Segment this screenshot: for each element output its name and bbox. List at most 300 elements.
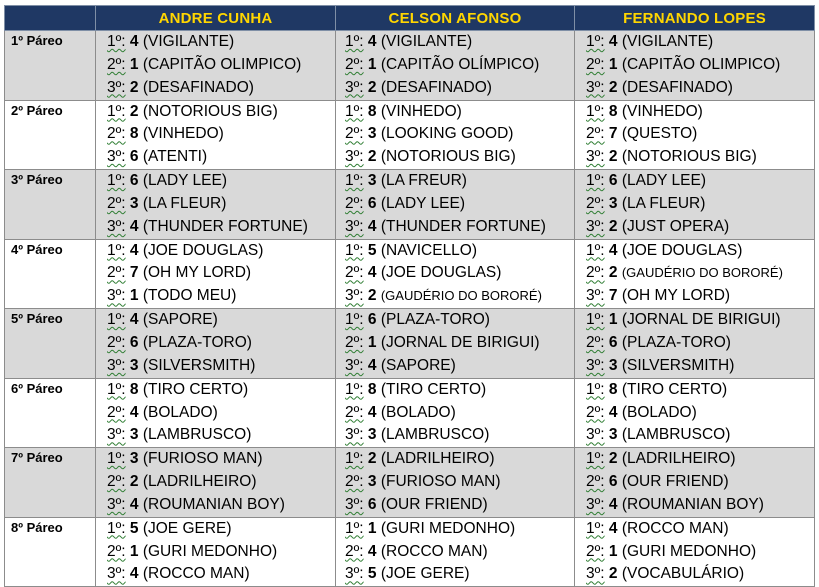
horse-name: (JOE DOUGLAS)	[621, 241, 743, 259]
header-celson-afonso: CELSON AFONSO	[336, 6, 575, 31]
pick-position: 1º:	[345, 33, 364, 50]
pick-line	[575, 471, 814, 494]
horse-name: (VIGILANTE)	[380, 33, 473, 50]
pick-position: 2º:	[586, 542, 605, 560]
horse-name: (CAPITÃO OLÍMPICO)	[380, 55, 540, 73]
pick-position: 3º:	[586, 426, 605, 444]
pick-position: 3º:	[345, 148, 364, 166]
pick-line	[336, 448, 574, 471]
pick-line	[336, 541, 574, 564]
pick-line	[575, 101, 814, 124]
pick-position: 3º:	[586, 565, 605, 583]
pick-number: 2	[129, 78, 139, 96]
pick-position: 1º:	[345, 241, 364, 259]
horse-name: (DESAFINADO)	[142, 78, 254, 96]
pick-position: 2º:	[586, 264, 605, 282]
pick-line	[336, 424, 574, 447]
pick-number: 4	[367, 33, 377, 50]
pick-position: 3º:	[345, 356, 364, 374]
pick-number: 4	[367, 403, 377, 421]
pick-line	[575, 262, 814, 285]
horse-name: (LA FLEUR)	[621, 194, 706, 212]
horse-name: (LA FREUR)	[380, 172, 467, 190]
pick-number: 2	[608, 148, 618, 166]
picks-cell	[575, 170, 815, 240]
picks-cell	[575, 31, 815, 101]
pick-number: 6	[367, 311, 377, 329]
horse-name: (SAPORE)	[142, 311, 218, 329]
horse-name: (LADRILHEIRO)	[142, 473, 257, 491]
pick-number: 4	[129, 33, 139, 50]
pick-number: 7	[608, 125, 618, 143]
pick-number: 1	[129, 287, 139, 305]
pick-position: 2º:	[345, 264, 364, 282]
pick-line	[336, 309, 574, 332]
pick-number: 3	[608, 426, 618, 444]
pick-number: 1	[367, 519, 377, 537]
pick-position: 1º:	[107, 102, 126, 120]
horse-name: (NOTORIOUS BIG)	[621, 148, 757, 166]
pick-line	[575, 193, 814, 216]
pick-line	[336, 285, 574, 308]
picks-cell	[96, 239, 336, 309]
pick-line	[575, 448, 814, 471]
race-row	[5, 378, 815, 448]
pick-position: 3º:	[586, 287, 605, 305]
race-row	[5, 448, 815, 518]
pick-line	[96, 77, 335, 100]
pick-line	[96, 332, 335, 355]
picks-cell	[575, 517, 815, 587]
picks-cell	[336, 517, 575, 587]
pick-line	[336, 494, 574, 517]
pick-position: 3º:	[107, 426, 126, 444]
horse-name: (PLAZA-TORO)	[380, 311, 490, 329]
picks-cell	[575, 448, 815, 518]
horse-name: (GAUDÉRIO DO BORORÉ)	[380, 288, 542, 304]
pick-number: 5	[367, 241, 377, 259]
horse-name: (GURI MEDONHO)	[621, 542, 757, 560]
pick-line	[336, 379, 574, 402]
pick-line	[575, 54, 814, 77]
pick-number: 5	[367, 565, 377, 583]
horse-name: (VINHEDO)	[142, 125, 224, 143]
pick-line	[575, 424, 814, 447]
pick-number: 8	[608, 102, 618, 120]
race-label: 2º Páreo	[5, 100, 96, 170]
horse-name: (BOLADO)	[380, 403, 456, 421]
picks-cell	[336, 378, 575, 448]
pick-line	[575, 31, 814, 54]
pick-number: 6	[608, 333, 618, 351]
pick-number: 3	[367, 172, 377, 190]
pick-position: 1º:	[586, 102, 605, 120]
horse-name: (GURI MEDONHO)	[380, 519, 516, 537]
pick-number: 4	[367, 217, 377, 235]
pick-number: 1	[367, 333, 377, 351]
horse-name: (JOE GERE)	[380, 565, 470, 583]
picks-cell	[96, 31, 336, 101]
pick-line	[336, 101, 574, 124]
pick-position: 3º:	[586, 356, 605, 374]
pick-number: 1	[608, 542, 618, 560]
race-label: 6º Páreo	[5, 378, 96, 448]
horse-name: (JORNAL DE BIRIGUI)	[621, 311, 781, 329]
race-row	[5, 309, 815, 379]
pick-number: 2	[608, 450, 618, 468]
horse-name: (GAUDÉRIO DO BORORÉ)	[621, 265, 783, 281]
pick-line	[575, 332, 814, 355]
picks-cell	[96, 517, 336, 587]
picks-cell	[336, 170, 575, 240]
pick-number: 4	[367, 264, 377, 282]
pick-position: 1º:	[107, 380, 126, 398]
pick-line	[336, 262, 574, 285]
pick-number: 6	[129, 172, 139, 190]
pick-line	[575, 77, 814, 100]
pick-line	[336, 146, 574, 169]
pick-position: 2º:	[586, 125, 605, 143]
pick-position: 2º:	[345, 55, 364, 73]
pick-number: 4	[129, 241, 139, 259]
race-label: 7º Páreo	[5, 448, 96, 518]
picks-cell	[96, 170, 336, 240]
horse-name: (LAMBRUSCO)	[621, 426, 731, 444]
horse-name: (VOCABULÁRIO)	[621, 565, 745, 583]
pick-position: 1º:	[345, 450, 364, 468]
pick-line	[575, 170, 814, 193]
pick-line	[96, 541, 335, 564]
horse-name: (LADRILHEIRO)	[621, 450, 736, 468]
race-row	[5, 31, 815, 101]
pick-number: 2	[608, 217, 618, 235]
picks-cell	[336, 309, 575, 379]
race-label: 3º Páreo	[5, 170, 96, 240]
horse-name: (OUR FRIEND)	[621, 473, 729, 491]
horse-name: (VINHEDO)	[621, 102, 703, 120]
pick-line	[336, 240, 574, 263]
horse-name: (DESAFINADO)	[621, 78, 733, 96]
horse-name: (JUST OPERA)	[621, 217, 730, 235]
pick-line	[96, 193, 335, 216]
pick-position: 1º:	[586, 33, 605, 50]
pick-number: 6	[129, 148, 139, 166]
horse-name: (LA FLEUR)	[142, 194, 227, 212]
horse-name: (ROCCO MAN)	[380, 542, 488, 560]
race-label: 5º Páreo	[5, 309, 96, 379]
pick-number: 4	[129, 217, 139, 235]
horse-name: (THUNDER FORTUNE)	[380, 217, 546, 235]
picks-cell	[336, 100, 575, 170]
pick-position: 3º:	[107, 217, 126, 235]
race-label: 8º Páreo	[5, 517, 96, 587]
pick-number: 6	[129, 333, 139, 351]
pick-number: 2	[608, 78, 618, 96]
horse-name: (NAVICELLO)	[380, 241, 478, 259]
pick-position: 2º:	[345, 194, 364, 212]
horse-name: (JOE DOUGLAS)	[380, 264, 502, 282]
pick-number: 2	[367, 450, 377, 468]
header-corner	[5, 6, 96, 31]
horse-name: (ROUMANIAN BOY)	[621, 495, 764, 513]
horse-name: (FURIOSO MAN)	[380, 473, 501, 491]
pick-position: 3º:	[586, 148, 605, 166]
pick-number: 4	[129, 311, 139, 329]
pick-position: 3º:	[586, 217, 605, 235]
pick-number: 3	[129, 450, 139, 468]
pick-line	[96, 170, 335, 193]
pick-line	[96, 262, 335, 285]
pick-position: 1º:	[107, 450, 126, 468]
pick-number: 3	[129, 426, 139, 444]
header-fernando-lopes: FERNANDO LOPES	[575, 6, 815, 31]
pick-line	[336, 402, 574, 425]
pick-line	[575, 309, 814, 332]
race-label: 4º Páreo	[5, 239, 96, 309]
pick-position: 3º:	[107, 356, 126, 374]
pick-position: 2º:	[107, 542, 126, 560]
pick-line	[96, 494, 335, 517]
horse-name: (BOLADO)	[142, 403, 218, 421]
horse-name: (ROUMANIAN BOY)	[142, 495, 285, 513]
pick-position: 1º:	[586, 519, 605, 537]
pick-line	[575, 285, 814, 308]
pick-line	[96, 146, 335, 169]
picks-cell	[575, 239, 815, 309]
pick-position: 3º:	[345, 426, 364, 444]
horse-name: (TIRO CERTO)	[380, 380, 487, 398]
horse-name: (CAPITÃO OLIMPICO)	[621, 55, 781, 73]
picks-cell	[96, 448, 336, 518]
pick-line	[96, 101, 335, 124]
pick-position: 3º:	[345, 217, 364, 235]
horse-name: (ATENTI)	[142, 148, 208, 166]
horse-name: (ROCCO MAN)	[142, 565, 250, 583]
pick-line	[96, 471, 335, 494]
pick-number: 4	[129, 565, 139, 583]
pick-line	[96, 54, 335, 77]
picks-cell	[96, 378, 336, 448]
pick-number: 8	[367, 380, 377, 398]
pick-line	[575, 216, 814, 239]
pick-number: 7	[608, 287, 618, 305]
pick-number: 7	[129, 264, 139, 282]
pick-position: 1º:	[107, 519, 126, 537]
pick-line	[336, 518, 574, 541]
pick-number: 8	[608, 380, 618, 398]
picks-cell	[575, 309, 815, 379]
pick-number: 4	[367, 542, 377, 560]
picks-cell	[96, 309, 336, 379]
horse-name: (ROCCO MAN)	[621, 519, 729, 537]
pick-position: 2º:	[107, 403, 126, 421]
race-row	[5, 239, 815, 309]
horse-name: (SILVERSMITH)	[142, 356, 256, 374]
pick-line	[96, 31, 335, 54]
picks-cell	[336, 31, 575, 101]
pick-line	[96, 240, 335, 263]
pick-number: 8	[367, 102, 377, 120]
horse-name: (LAMBRUSCO)	[142, 426, 252, 444]
pick-position: 3º:	[107, 148, 126, 166]
pick-position: 1º:	[586, 241, 605, 259]
pick-number: 3	[367, 125, 377, 143]
pick-position: 2º:	[586, 473, 605, 491]
picks-cell	[336, 239, 575, 309]
pick-line	[575, 355, 814, 378]
pick-position: 2º:	[345, 333, 364, 351]
pick-number: 4	[367, 356, 377, 374]
picks-cell	[336, 448, 575, 518]
pick-line	[336, 332, 574, 355]
horse-name: (TIRO CERTO)	[621, 380, 728, 398]
pick-line	[336, 193, 574, 216]
pick-line	[96, 216, 335, 239]
pick-line	[96, 285, 335, 308]
pick-line	[96, 448, 335, 471]
pick-number: 4	[608, 241, 618, 259]
horse-name: (LADRILHEIRO)	[380, 450, 495, 468]
pick-line	[575, 402, 814, 425]
horse-name: (FURIOSO MAN)	[142, 450, 263, 468]
pick-line	[336, 563, 574, 586]
picks-cell	[575, 378, 815, 448]
race-row	[5, 100, 815, 170]
pick-position: 2º:	[345, 473, 364, 491]
pick-position: 1º:	[107, 172, 126, 190]
pick-position: 3º:	[586, 495, 605, 513]
pick-number: 4	[129, 495, 139, 513]
pick-position: 3º:	[345, 78, 364, 96]
pick-position: 1º:	[345, 172, 364, 190]
pick-line	[336, 77, 574, 100]
horse-name: (LADY LEE)	[621, 172, 706, 190]
pick-position: 1º:	[345, 102, 364, 120]
pick-number: 1	[129, 542, 139, 560]
pick-position: 1º:	[586, 380, 605, 398]
pick-line	[575, 518, 814, 541]
horse-name: (OUR FRIEND)	[380, 495, 488, 513]
pick-line	[336, 170, 574, 193]
pick-number: 3	[608, 356, 618, 374]
horse-name: (VIGILANTE)	[621, 33, 714, 50]
race-label: 1º Páreo	[5, 31, 96, 101]
pick-number: 3	[129, 356, 139, 374]
pick-number: 3	[367, 426, 377, 444]
horse-name: (PLAZA-TORO)	[142, 333, 252, 351]
horse-name: (NOTORIOUS BIG)	[380, 148, 516, 166]
horse-name: (PLAZA-TORO)	[621, 333, 731, 351]
horse-name: (LADY LEE)	[380, 194, 465, 212]
pick-position: 3º:	[107, 565, 126, 583]
tips-table	[4, 5, 815, 587]
pick-line	[96, 518, 335, 541]
pick-position: 3º:	[345, 495, 364, 513]
pick-line	[336, 355, 574, 378]
pick-number: 6	[608, 172, 618, 190]
race-row	[5, 517, 815, 587]
pick-number: 1	[129, 55, 139, 73]
pick-line	[96, 309, 335, 332]
horse-name: (JOE DOUGLAS)	[142, 241, 264, 259]
pick-number: 5	[129, 519, 139, 537]
pick-number: 2	[367, 287, 377, 305]
pick-position: 1º:	[107, 33, 126, 50]
pick-number: 4	[608, 403, 618, 421]
pick-number: 1	[608, 55, 618, 73]
pick-number: 2	[129, 102, 139, 120]
pick-line	[575, 494, 814, 517]
pick-position: 2º:	[345, 403, 364, 421]
pick-number: 4	[608, 33, 618, 50]
pick-position: 2º:	[586, 55, 605, 73]
pick-position: 2º:	[586, 194, 605, 212]
horse-name: (DESAFINADO)	[380, 78, 492, 96]
pick-position: 2º:	[586, 403, 605, 421]
pick-number: 4	[129, 403, 139, 421]
horse-name: (OH MY LORD)	[621, 287, 731, 305]
pick-number: 2	[367, 78, 377, 96]
horse-name: (NOTORIOUS BIG)	[142, 102, 278, 120]
horse-name: (OH MY LORD)	[142, 264, 252, 282]
pick-position: 3º:	[586, 78, 605, 96]
pick-line	[575, 146, 814, 169]
pick-position: 3º:	[107, 287, 126, 305]
pick-position: 3º:	[107, 78, 126, 96]
pick-line	[575, 541, 814, 564]
horse-name: (VIGILANTE)	[142, 33, 235, 50]
pick-position: 1º:	[107, 241, 126, 259]
pick-number: 2	[608, 565, 618, 583]
pick-line	[96, 424, 335, 447]
pick-number: 6	[608, 473, 618, 491]
pick-number: 3	[608, 194, 618, 212]
pick-position: 2º:	[107, 473, 126, 491]
pick-position: 1º:	[345, 519, 364, 537]
pick-position: 2º:	[107, 194, 126, 212]
pick-number: 2	[608, 264, 618, 282]
pick-position: 1º:	[586, 172, 605, 190]
pick-line	[96, 563, 335, 586]
pick-line	[336, 31, 574, 54]
pick-number: 1	[608, 311, 618, 329]
header-row	[5, 6, 815, 31]
pick-number: 1	[367, 55, 377, 73]
horse-name: (LOOKING GOOD)	[380, 125, 514, 143]
pick-number: 3	[367, 473, 377, 491]
horse-name: (LADY LEE)	[142, 172, 227, 190]
pick-position: 3º:	[107, 495, 126, 513]
picks-cell	[96, 100, 336, 170]
horse-name: (SAPORE)	[380, 356, 456, 374]
pick-position: 2º:	[345, 542, 364, 560]
horse-name: (GURI MEDONHO)	[142, 542, 278, 560]
pick-position: 1º:	[107, 311, 126, 329]
pick-number: 3	[129, 194, 139, 212]
pick-position: 2º:	[107, 333, 126, 351]
horse-name: (JOE GERE)	[142, 519, 232, 537]
pick-number: 6	[367, 194, 377, 212]
pick-position: 2º:	[345, 125, 364, 143]
pick-line	[96, 402, 335, 425]
header-andre-cunha: ANDRE CUNHA	[96, 6, 336, 31]
pick-position: 1º:	[586, 311, 605, 329]
pick-line	[336, 471, 574, 494]
pick-position: 3º:	[345, 565, 364, 583]
horse-name: (TODO MEU)	[142, 287, 237, 305]
pick-number: 8	[129, 125, 139, 143]
pick-line	[96, 355, 335, 378]
